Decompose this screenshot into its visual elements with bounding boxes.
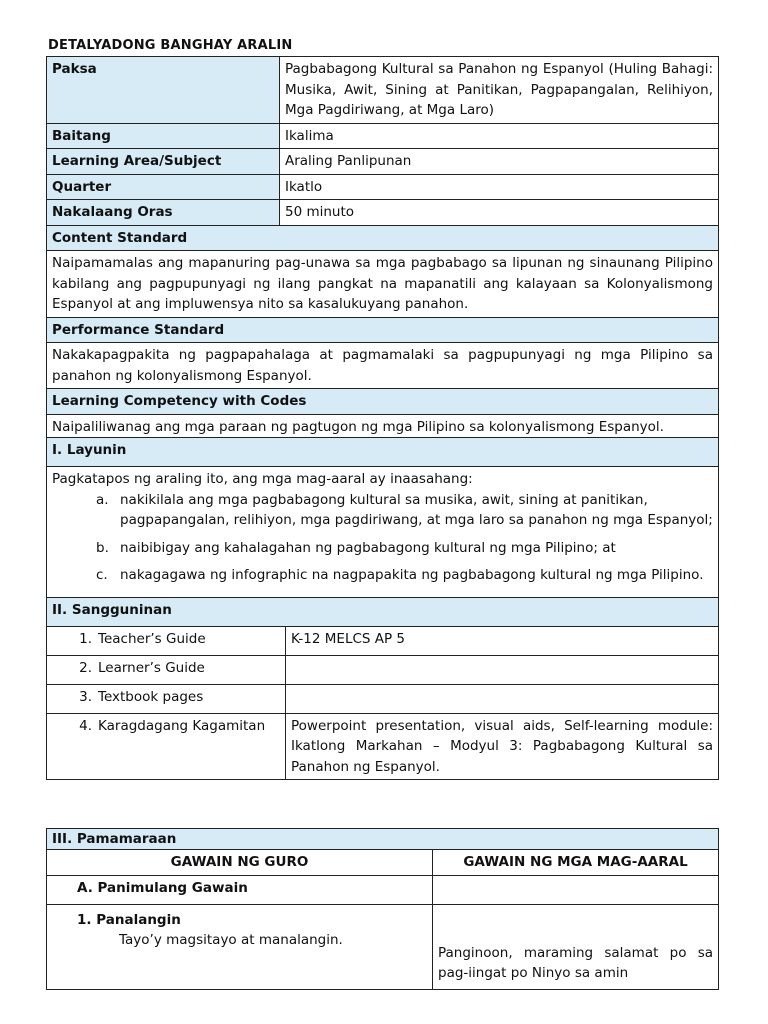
quarter-value: Ikatlo (280, 174, 719, 200)
layunin-list (52, 490, 713, 586)
content-standard-value: Naipamamalas ang mapanuring pag-unawa sa mga pagbabago sa lipunan ng sinaunang Pilipino kabilang ang pagpupunyagi ng ilang pangkat na mapanatili ang kalayaan sa Kolonyalismong Espanyol at ang impluwensya nito sa kasalukuyang panahon. (47, 251, 719, 318)
list-marker: b. (96, 539, 109, 556)
baitang-value: Ikalima (280, 123, 719, 149)
pamamaraan-table (46, 828, 719, 990)
quarter-row (47, 174, 719, 200)
oras-label: Nakalaang Oras (47, 200, 280, 226)
section-a-title: A. Panimulang Gawain (47, 875, 433, 904)
pamamaraan-header-row (47, 829, 719, 850)
content-standard-header-row (47, 225, 719, 251)
table-row (47, 684, 719, 713)
performance-standard-label: Performance Standard (47, 317, 719, 343)
reference-number: 1. (79, 630, 92, 647)
performance-standard-value: Nakakapagpakita ng pagpapahalaga at pagmamalaki sa pagpupunyagi ng mga Pilipino sa panahon ng kolonyalismong Espanyol. (47, 343, 719, 389)
document-title: DETALYADONG BANGHAY ARALIN (48, 38, 293, 53)
reference-value: K-12 MELCS AP 5 (286, 626, 719, 655)
section-a-row (47, 875, 719, 904)
layunin-intro: Pagkatapos ng araling ito, ang mga mag-aaral ay inaasahang: (52, 471, 473, 487)
competency-row (47, 414, 719, 440)
competency-label: Learning Competency with Codes (47, 389, 719, 415)
competency-header-row (47, 389, 719, 415)
subject-label: Learning Area/Subject (47, 149, 280, 175)
section-a-empty (433, 875, 719, 904)
list-marker: a. (96, 491, 109, 508)
reference-label: Textbook pages (98, 688, 204, 705)
reference-value (286, 684, 719, 713)
reference-value: Powerpoint presentation, visual aids, Self-learning module: Ikatlong Markahan – Modyul 3: Pagbabagong Kultural sa Panahon ng Espanyol. (286, 713, 719, 780)
sanggunian-header: II. Sangguninan (47, 597, 719, 626)
content-standard-label: Content Standard (47, 225, 719, 251)
reference-label-cell (47, 684, 286, 713)
layunin-body-row (47, 467, 719, 598)
list-text: nakikilala ang mga pagbabagong kultural sa musika, awit, sining at panitikan, pagpapangalan, relihiyon, mga pagdiriwang, at mga laro sa panahon ng mga Espanyol; (120, 491, 713, 528)
oras-value: 50 minuto (280, 200, 719, 226)
list-marker: c. (96, 567, 108, 583)
reference-label: Karagdagang Kagamitan (98, 717, 266, 734)
list-item (96, 565, 713, 586)
baitang-row (47, 123, 719, 149)
reference-number: 3. (79, 688, 92, 705)
reference-label: Learner’s Guide (98, 659, 205, 676)
panalangin-guro-text: Tayo’y magsitayo at manalangin. (119, 932, 343, 948)
panalangin-magaaral-text: Panginoon, maraming salamat po sa pag-iingat po Ninyo sa amin (433, 904, 719, 989)
table-row (47, 655, 719, 684)
layunin-header-row (47, 438, 719, 467)
layunin-body (47, 467, 719, 598)
guro-column-header: GAWAIN NG GURO (47, 850, 433, 876)
oras-row (47, 200, 719, 226)
panalangin-title: 1. Panalangin (77, 911, 181, 928)
table-row (47, 626, 719, 655)
reference-label-cell (47, 713, 286, 780)
list-text: naibibigay ang kahalagahan ng pagbabagong kultural ng mga Pilipino; at (120, 539, 616, 556)
column-header-row (47, 850, 719, 876)
list-item (96, 490, 713, 531)
subject-value: Araling Panlipunan (280, 149, 719, 175)
panalangin-guro-cell (47, 904, 433, 989)
list-item (96, 538, 713, 559)
paksa-row (47, 57, 719, 124)
magaaral-column-header: GAWAIN NG MGA MAG-AARAL (433, 850, 719, 876)
paksa-label: Paksa (47, 57, 280, 124)
lesson-info-table (46, 56, 719, 440)
layunin-sanggunian-table (46, 437, 719, 780)
table-row (47, 713, 719, 780)
reference-label: Teacher’s Guide (98, 630, 206, 647)
performance-standard-header-row (47, 317, 719, 343)
performance-standard-row (47, 343, 719, 389)
list-text: nakagagawa ng infographic na nagpapakita ng pagbabagong kultural ng mga Pilipino. (120, 567, 704, 583)
subject-row (47, 149, 719, 175)
reference-number: 4. (79, 717, 92, 734)
reference-label-cell (47, 655, 286, 684)
content-standard-row (47, 251, 719, 318)
quarter-label: Quarter (47, 174, 280, 200)
panalangin-row (47, 904, 719, 989)
pamamaraan-header: III. Pamamaraan (47, 829, 719, 850)
reference-label-cell (47, 626, 286, 655)
paksa-value: Pagbabagong Kultural sa Panahon ng Espanyol (Huling Bahagi: Musika, Awit, Sining at Panitikan, Pagpapangalan, Relihiyon, Mga Pagdiriwang, at Mga Laro) (280, 57, 719, 124)
sanggunian-header-row (47, 597, 719, 626)
reference-value (286, 655, 719, 684)
baitang-label: Baitang (47, 123, 280, 149)
competency-value: Naipaliliwanag ang mga paraan ng pagtugon ng mga Pilipino sa kolonyalismong Espanyol. (47, 414, 719, 440)
reference-number: 2. (79, 659, 92, 676)
layunin-header: I. Layunin (47, 438, 719, 467)
